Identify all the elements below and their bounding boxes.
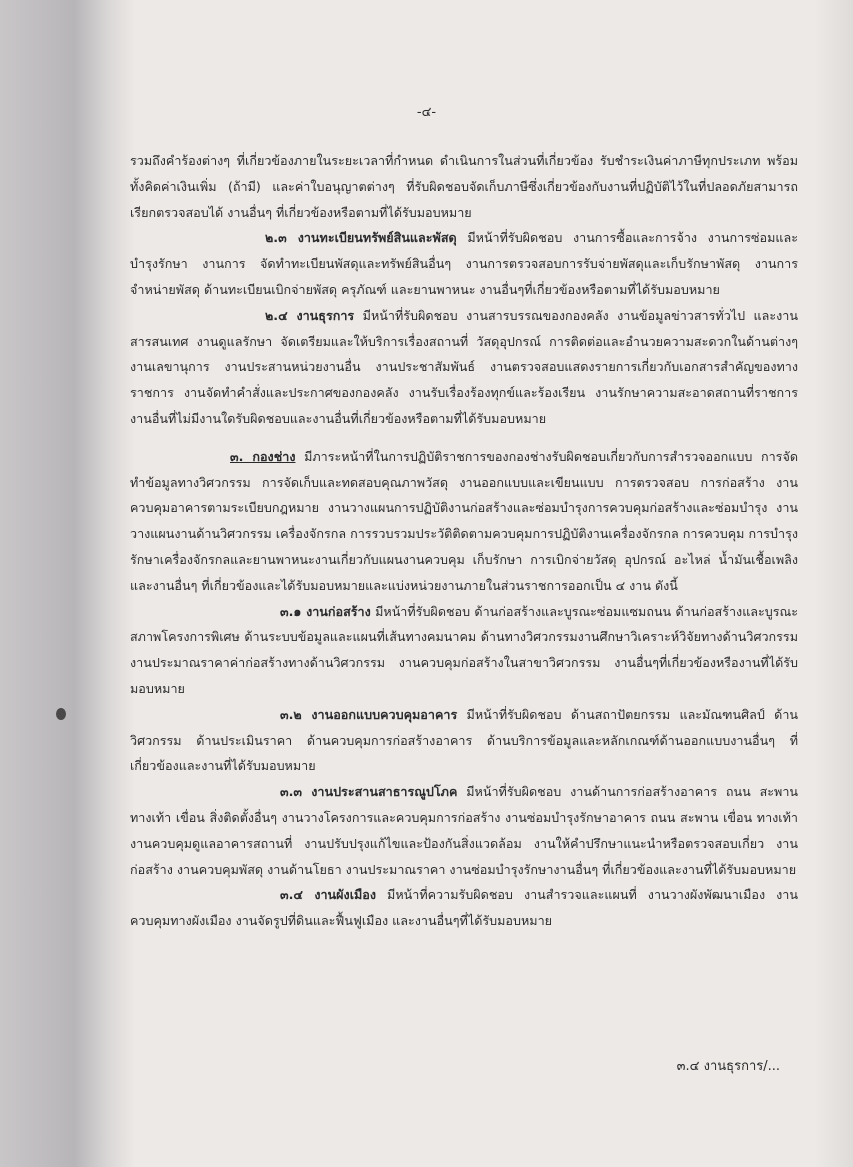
paragraph-3-3 (130, 779, 798, 882)
section-heading: ๓. กองช่าง (230, 448, 296, 464)
paragraph-2-4 (130, 303, 798, 432)
document-body (130, 148, 798, 934)
page-edge (815, 0, 853, 1167)
paragraph-text: มีหน้าที่รับผิดชอบ ด้านสถาปัตยกรรม และมัณฑนศิลป์ ด้านวิศวกรรม ด้านประเมินราคา ด้านควบคุมการก่อสร้างอาคาร ด้านบริการข้อมูลและหลักเกณฑ์ด้านออกแบบงานอื่นๆ ที่เกี่ยวข้องและงานที่ได้รับมอบหมาย (130, 706, 798, 774)
section-heading: ๒.๔ งานธุรการ (265, 307, 355, 323)
paragraph-3-2 (130, 702, 798, 779)
paragraph-text: รวมถึงคำร้องต่างๆ ที่เกี่ยวข้องภายในระยะเวลาที่กำหนด ดำเนินการในส่วนที่เกี่ยวข้อง รับชำระเงินค่าภาษีทุกประเภท พร้อมทั้งคิดค่าเงินเพิ่ม (ถ้ามี) และค่าใบอนุญาตต่างๆ ที่รับผิดชอบจัดเก็บภาษีซึ่งเกี่ยวข้องกับงานที่ปฏิบัติไว้ในที่ปลอดภัยสามารถเรียกตรวจสอบได้ งานอื่นๆ ที่เกี่ยวข้องหรือตามที่ได้รับมอบหมาย (130, 153, 798, 220)
ink-spot (56, 708, 66, 720)
paragraph-revenue-continued (130, 148, 798, 225)
paragraph-text: มีหน้าที่รับผิดชอบ งานด้านการก่อสร้างอาคาร ถนน สะพานทางเท้า เขื่อน สิ่งติดตั้งอื่นๆ งานวางโครงการและควบคุมการก่อสร้าง งานซ่อมบำรุงรักษาอาคาร ถนน สะพาน เขื่อน ทางเท้า งานควบคุมดูแลอาคารสถานที่ งานปรับปรุงแก้ไขและป้องกันสิ่งแวดล้อม งานให้คำปรึกษาแนะนำหรือตรวจสอบเกี่ยว งานก่อสร้าง งานควบคุมพัสดุ งานด้านโยธา งานประมาณราคา งานซ่อมบำรุงรักษางานอื่นๆ ที่เกี่ยวข้องและงานที่ได้รับมอบหมาย (130, 784, 798, 877)
paragraph-3-4 (130, 882, 798, 934)
section-heading: ๓.๑ งานก่อสร้าง (280, 603, 371, 619)
section-heading: ๓.๒ งานออกแบบควบคุมอาคาร (280, 706, 458, 722)
paragraph-text: มีภาระหน้าที่ในการปฏิบัติราชการของกองช่างรับผิดชอบเกี่ยวกับการสำรวจออกแบบ การจัดทำข้อมูลทางวิศวกรรม การจัดเก็บและทดสอบคุณภาพวัสดุ งานออกแบบและเขียนแบบ การตรวจสอบ การก่อสร้าง งานควบคุมอาคารตามระเบียบกฎหมาย งานวางแผนการปฏิบัติงานก่อสร้างและซ่อมบำรุงการควบคุมก่อสร้างและซ่อมบำรุง งานวางแผนงานด้านวิศวกรรม เครื่องจักรกล การรวบรวมประวัติติดตามควบคุมการปฏิบัติงานเครื่องจักรกล การควบคุม การบำรุงรักษาเครื่องจักรกลและยานพาหนะงานเกี่ยวกับแผนงานควบคุม เก็บรักษา การเบิกจ่ายวัสดุ อุปกรณ์ อะไหล่ น้ำมันเชื้อเพลิง และงานอื่นๆ ที่เกี่ยวข้องและได้รับมอบหมายและแบ่งหน่วยงานภายในส่วนราชการออกเป็น ๔ งาน ดังนี้ (130, 448, 799, 593)
paragraph-text: มีหน้าที่รับผิดชอบ งานสารบรรณของกองคลัง งานข้อมูลข่าวสารทั่วไป และงานสารสนเทศ งานดูแลรักษา จัดเตรียมและให้บริการเรื่องสถานที่ วัสดุอุปกรณ์ การติดต่อและอำนวยความสะดวกในด้านต่างๆ งานเลขานุการ งานประสานหน่วยงานอื่น งานประชาสัมพันธ์ งานตรวจสอบแสดงรายการเกี่ยวกับเอกสารสำคัญของทางราชการ งานจัดทำคำสั่งและประกาศของกองคลัง งานรับเรื่องร้องทุกข์และร้องเรียน งานรักษาความสะอาดสถานที่ราชการ งานอื่นที่ไม่มีงานใดรับผิดชอบและงานอื่นที่เกี่ยวข้องหรือตามที่ได้รับมอบหมาย (130, 307, 798, 426)
page-number: -๔- (416, 105, 437, 120)
paragraph-2-3 (130, 225, 798, 302)
section-heading: ๓.๓ งานประสานสาธารณูปโภค (280, 784, 458, 800)
binding-shadow (0, 0, 135, 1167)
paragraph-3-1 (130, 599, 798, 702)
paragraph-text: มีหน้าที่ความรับผิดชอบ งานสำรวจและแผนที่ งานวางผังพัฒนาเมือง งานควบคุมทางผังเมือง งานจัดรูปที่ดินและฟื้นฟูเมือง และงานอื่นๆที่ได้รับมอบหมาย (130, 887, 798, 929)
section-heading: ๓.๔ งานผังเมือง (280, 887, 377, 903)
section-heading: ๒.๓ งานทะเบียนทรัพย์สินและพัสดุ (265, 230, 457, 246)
paragraph-3 (130, 444, 798, 599)
paragraph-text: มีหน้าที่รับผิดชอบ งานการซื้อและการจ้าง งานการซ่อมและบำรุงรักษา งานการ จัดทำทะเบียนพัสดุและทรัพย์สินอื่นๆ งานการตรวจสอบการรับจ่ายพัสดุและเก็บรักษาพัสดุ งานการจำหน่ายพัสดุ ด้านทะเบียนเบิกจ่ายพัสดุ ครุภัณฑ์ และยานพาหนะ งานอื่นๆที่เกี่ยวข้องหรือตามที่ได้รับมอบหมาย (130, 230, 798, 297)
continuation-footer: ๓.๔ งานธุรการ/... (676, 1059, 780, 1074)
paragraph-text: มีหน้าที่รับผิดชอบ ด้านก่อสร้างและบูรณะซ่อมแซมถนน ด้านก่อสร้างและบูรณะสภาพโครงการพิเศษ ด้านระบบข้อมูลและแผนที่เส้นทางคมนาคม ด้านทางวิศวกรรมงานศึกษาวิเคราะห์วิจัยทางด้านวิศวกรรม งานประมาณราคาค่าก่อสร้างทางด้านวิศวกรรม งานควบคุมก่อสร้างในสาขาวิศวกรรม งานอื่นๆที่เกี่ยวข้องหรืองานที่ได้รับมอบหมาย (130, 603, 798, 696)
